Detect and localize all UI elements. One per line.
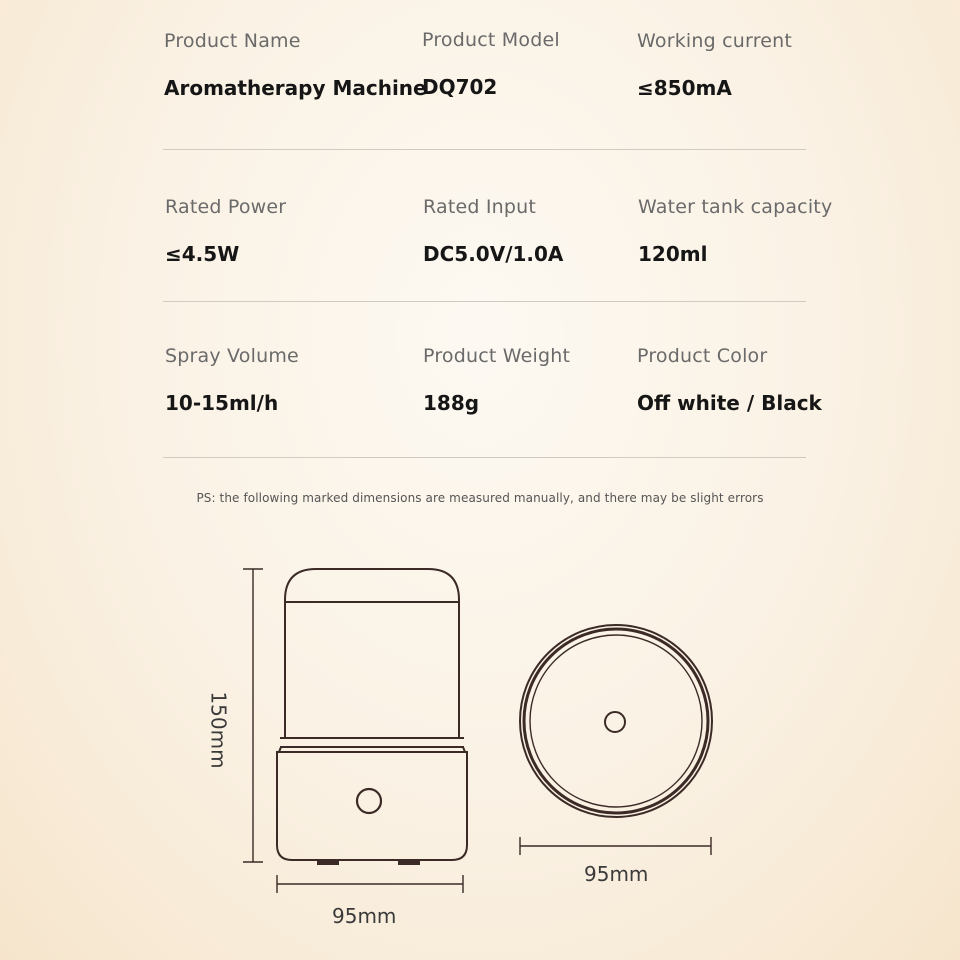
- spec-value: 188g: [423, 391, 480, 415]
- spec-label: Product Model: [422, 29, 560, 51]
- top-view-device: [520, 625, 712, 817]
- spec-value: ≤4.5W: [165, 242, 240, 266]
- spec-label: Product Weight: [423, 345, 571, 367]
- top-width-dimension-line: [520, 837, 711, 855]
- spec-value: Aromatherapy Machine: [164, 76, 427, 100]
- spec-label: Spray Volume: [165, 345, 299, 367]
- height-dimension-label: 150mm: [206, 691, 231, 769]
- front-width-dimension-label: 95mm: [332, 904, 397, 928]
- spec-value: 10-15ml/h: [165, 391, 279, 415]
- front-width-dimension-line: [277, 875, 463, 893]
- measurement-note: PS: the following marked dimensions are measured manually, and there may be slight errors: [196, 491, 764, 505]
- front-view-device: [277, 569, 467, 865]
- spec-value: 120ml: [638, 242, 708, 266]
- spec-label: Rated Power: [165, 196, 287, 218]
- spec-value: Off white / Black: [637, 391, 822, 415]
- spec-label: Rated Input: [423, 196, 537, 218]
- height-dimension-line: [243, 569, 263, 862]
- spec-value: ≤850mA: [637, 76, 732, 100]
- top-width-dimension-label: 95mm: [584, 862, 649, 886]
- spec-label: Product Name: [164, 30, 301, 52]
- spec-label: Water tank capacity: [638, 196, 833, 218]
- spec-value: DC5.0V/1.0A: [423, 242, 564, 266]
- spec-label: Working current: [637, 30, 793, 52]
- spec-label: Product Color: [637, 345, 768, 367]
- spec-value: DQ702: [422, 75, 498, 99]
